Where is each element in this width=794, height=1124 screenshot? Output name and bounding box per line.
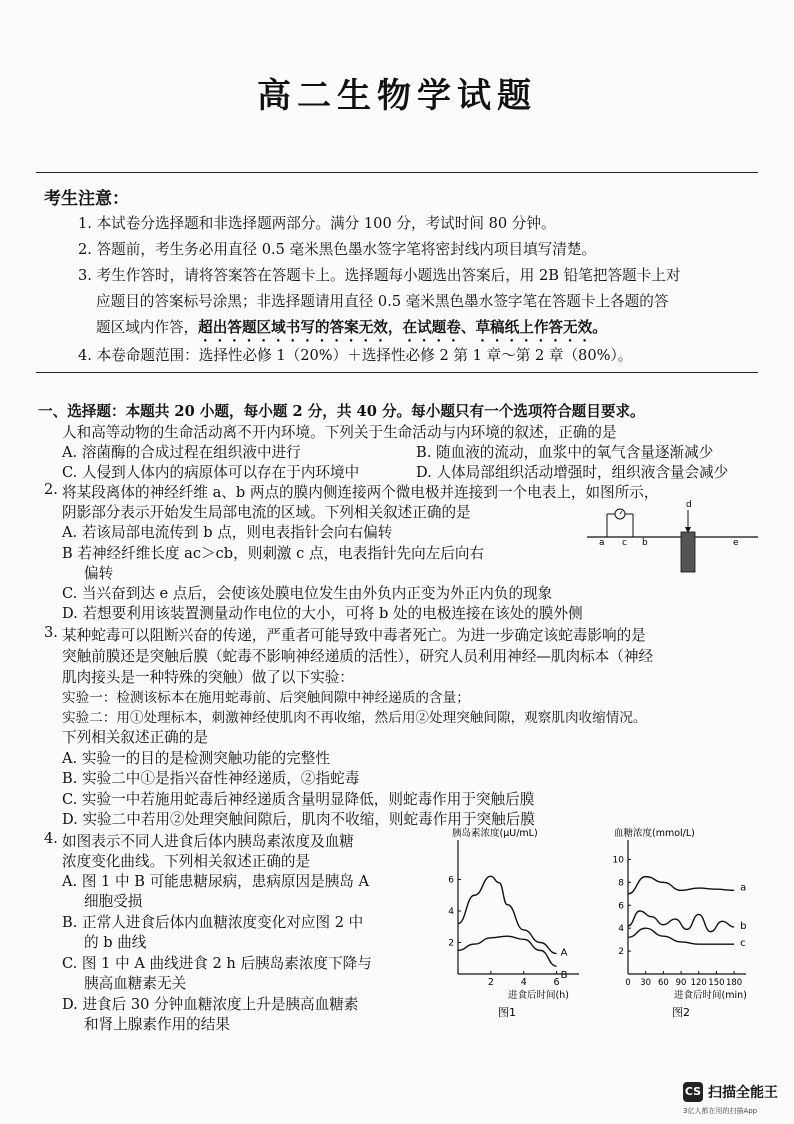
- q3-option-c: C. 实验一中若施用蛇毒后神经递质含量明显降低，则蛇毒作用于突触后膜: [62, 791, 535, 808]
- series-label-a: a: [740, 882, 747, 894]
- series-line-a: [628, 877, 734, 894]
- q1-option-a: A. 溶菌酶的合成过程在组织液中进行: [62, 444, 301, 461]
- q2-option-a: A. 若该局部电流传到 b 点，则电表指针会向右偏转: [62, 524, 393, 541]
- q2-option-b: B 若神经纤维长度 ac＞cb，则刺激 c 点，电表指针先向左后向右: [62, 545, 485, 562]
- chart-title: 图1: [498, 1006, 516, 1019]
- series-label-B: B: [560, 970, 568, 982]
- chart-figure-2: [610, 826, 782, 1019]
- q3-stem-2: 突触前膜还是突触后膜（蛇毒不影响神经递质的活性），研究人员利用神经—肌肉标本（神经: [62, 648, 654, 665]
- y-axis-label: 胰岛素浓度(μU/mL): [452, 828, 538, 839]
- q2-nerve-figure: [585, 497, 760, 575]
- q3-option-b: B. 实验二中①是指兴奋性神经递质，②指蛇毒: [62, 770, 360, 787]
- series-line-B: [458, 936, 557, 966]
- shaded-current-region: [681, 532, 695, 572]
- q4-option-a-cont: 细胞受损: [84, 893, 143, 910]
- y-tick-label: 10: [612, 855, 624, 866]
- x-tick-label: 6: [553, 977, 560, 988]
- q2-stem-2: 阴影部分表示开始发生局部电流的区域。下列相关叙述正确的是: [62, 504, 471, 521]
- q3-number: 3.: [44, 624, 58, 641]
- label-e: e: [733, 538, 739, 548]
- q4-option-c-cont: 胰高血糖素无关: [84, 975, 187, 992]
- q1-option-c: C. 人侵到人体内的病原体可以存在于内环境中: [62, 464, 360, 481]
- scanner-tagline: 3亿人都在用的扫描App: [683, 1107, 758, 1115]
- q2-stem-1: 将某段离体的神经纤维 a、b 两点的膜内侧连接两个微电极并连接到一个电表上，如图所示，: [62, 484, 659, 501]
- y-tick-label: 8: [618, 878, 624, 889]
- top-rule: [36, 172, 758, 173]
- notice-item-4: 4. 本卷命题范围：选择性必修 1（20%）＋选择性必修 2 第 1 章～第 2 章（80%）。: [78, 347, 633, 364]
- q2-option-c: C. 当兴奋到达 e 点后，会使该处膜电位发生由外负内正变为外正内负的现象: [62, 585, 553, 602]
- label-a: a: [599, 538, 605, 548]
- scanner-logo: CS: [683, 1082, 703, 1102]
- x-tick-label: 90: [675, 978, 687, 988]
- q1-option-b: B. 随血液的流动，血浆中的氧气含量逐渐减少: [416, 444, 714, 461]
- q1-stem: 人和高等动物的生命活动离不开内环境。下列关于生命活动与内环境的叙述，正确的是: [62, 424, 617, 441]
- q4-option-d: D. 进食后 30 分钟血糖浓度上升是胰高血糖素: [62, 996, 359, 1013]
- label-d: d: [686, 500, 692, 510]
- q3-ask: 下列相关叙述正确的是: [62, 729, 208, 746]
- series-line-c: [628, 928, 734, 944]
- x-tick-label: 2: [487, 977, 494, 988]
- notice-item-3-cont: 应题目的答案标号涂黑；非选择题请用直径 0.5 毫米黑色墨水签字笔在答题卡上各题的答: [96, 293, 669, 310]
- notice-rule: [36, 372, 758, 373]
- y-tick-label: 6: [618, 901, 624, 912]
- x-tick-label: 150: [708, 978, 725, 988]
- q4-option-b-cont: 的 b 曲线: [84, 934, 147, 951]
- y-tick-label: 2: [448, 938, 454, 949]
- x-tick-label: 180: [725, 978, 743, 988]
- label-c: c: [622, 538, 627, 548]
- q2-option-b-cont: 偏转: [84, 565, 114, 582]
- x-tick-label: 60: [657, 978, 669, 988]
- q3-experiment-1: 实验一：检测该标本在施用蛇毒前、后突触间隙中神经递质的含量；: [62, 690, 470, 706]
- y-tick-label: 2: [618, 947, 624, 958]
- chart-figure-1: [438, 826, 608, 1019]
- y-tick-label: 4: [448, 907, 454, 917]
- x-tick-label: 30: [640, 978, 652, 988]
- q4-option-c: C. 图 1 中 A 曲线进食 2 h 后胰岛素浓度下降与: [62, 955, 372, 972]
- x-tick-label: 4: [520, 977, 527, 988]
- y-tick-label: 4: [618, 924, 624, 935]
- y-tick-label: 6: [448, 875, 454, 886]
- x-axis-label: 进食后时间(h): [508, 990, 569, 1001]
- q4-stem-1: 如图表示不同人进食后体内胰岛素浓度及血糖: [62, 833, 354, 850]
- series-line-A: [458, 876, 557, 953]
- section-heading: 一、选择题：本题共 20 小题，每小题 2 分，共 40 分。每小题只有一个选项符合题目要求。: [38, 403, 645, 420]
- x-axis-label: 进食后时间(min): [674, 990, 747, 1001]
- q1-option-d: D. 人体局部组织活动增强时，组织液含量会减少: [416, 464, 729, 481]
- scanner-app-name: 扫描全能王: [708, 1085, 778, 1101]
- label-b: b: [642, 538, 648, 548]
- notice-item-2: 2. 答题前，考生务必用直径 0.5 毫米黑色墨水签字笔将密封线内项目填写清楚。: [78, 241, 597, 258]
- page-title: 高二生物学试题: [257, 76, 537, 116]
- q4-stem-2: 浓度变化曲线。下列相关叙述正确的是: [62, 853, 311, 870]
- q2-option-d: D. 若想要利用该装置测量动作电位的大小，可将 b 处的电极连接在该处的膜外侧: [62, 605, 583, 622]
- notice-heading: 考生注意：: [44, 189, 129, 209]
- series-label-c: c: [740, 938, 746, 950]
- series-label-A: A: [560, 947, 568, 959]
- q3-option-a: A. 实验一的目的是检测突触功能的完整性: [62, 750, 330, 767]
- q4-option-b: B. 正常人进食后体内血糖浓度变化对应图 2 中: [62, 914, 364, 931]
- q2-number: 2.: [44, 481, 58, 498]
- q3-stem-1: 某种蛇毒可以阻断兴奋的传递，严重者可能导致中毒者死亡。为进一步确定该蛇毒影响的是: [62, 627, 646, 644]
- notice-item-3-end: [96, 316, 607, 345]
- q4-number: 4.: [44, 830, 58, 847]
- q3-option-d: D. 实验二中若用②处理突触间隙后，肌肉不收缩，则蛇毒作用于突触后膜: [62, 811, 535, 828]
- notice-emphasis: 超出答题区域书写的答案无效，在试题卷、草稿纸上作答无效。: [198, 319, 607, 336]
- notice-item-3-prefix: 题区域内作答，: [96, 319, 199, 336]
- series-label-b: b: [740, 921, 747, 933]
- chart-title: 图2: [672, 1006, 690, 1019]
- y-axis-label: 血糖浓度(mmol/L): [614, 828, 695, 839]
- q3-experiment-2: 实验二：用①处理标本，刺激神经使肌肉不再收缩，然后用②处理突触间隙，观察肌肉收缩情况。: [62, 710, 647, 726]
- x-tick-label: 0: [625, 978, 631, 988]
- notice-item-3: 3. 考生作答时，请将答案答在答题卡上。选择题每小题选出答案后，用 2B 铅笔把答题卡上对: [78, 267, 681, 284]
- notice-item-1: 1. 本试卷分选择题和非选择题两部分。满分 100 分，考试时间 80 分钟。: [78, 215, 556, 232]
- q4-option-d-cont: 和肾上腺素作用的结果: [84, 1016, 230, 1033]
- q3-stem-3: 肌肉接头是一种特殊的突触）做了以下实验：: [62, 669, 354, 686]
- x-tick-label: 120: [690, 978, 707, 988]
- q4-option-a: A. 图 1 中 B 可能患糖尿病，患病原因是胰岛 A: [62, 873, 370, 890]
